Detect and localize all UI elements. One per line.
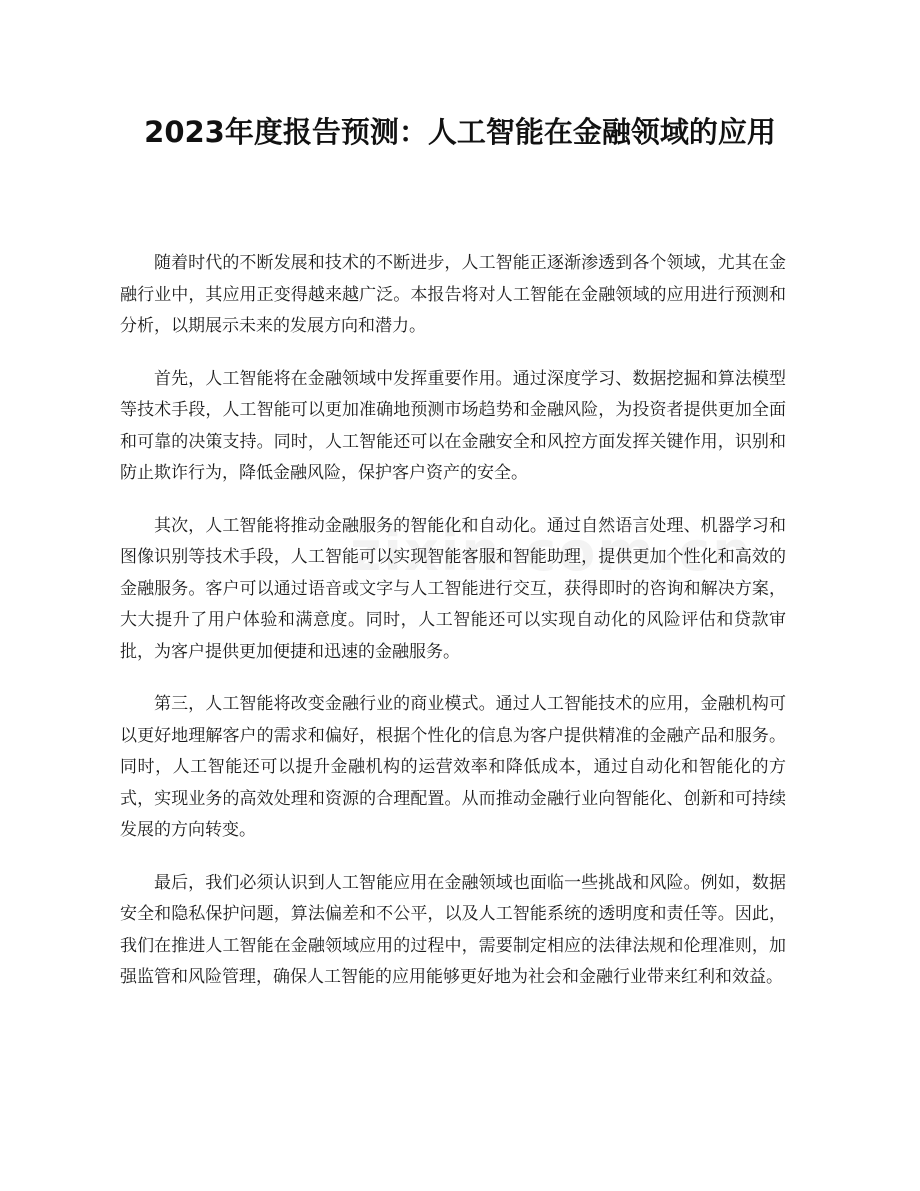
paragraph: 首先，人工智能将在金融领域中发挥重要作用。通过深度学习、数据挖掘和算法模型等技术手段，人工智能可以更加准确地预测市场趋势和金融风险，为投资者提供更加全面和可靠的决策支持。同时，人工智能还可以在金融安全和风控方面发挥关键作用，识别和防止欺诈行为，降低金融风险，保护客户资产的安全。 bbox=[120, 368, 786, 483]
paragraph: 随着时代的不断发展和技术的不断进步，人工智能正逐渐渗透到各个领域，尤其在金融行业中，其应用正变得越来越广泛。本报告将对人工智能在金融领域的应用进行预测和分析，以期展示未来的发展方向和潜力。 bbox=[120, 253, 786, 336]
document-title: 2023年度报告预测：人工智能在金融领域的应用 bbox=[144, 115, 776, 149]
document-body bbox=[120, 248, 786, 1015]
paragraph: 其次，人工智能将推动金融服务的智能化和自动化。通过自然语言处理、机器学习和图像识别等技术手段，人工智能可以实现智能客服和智能助理，提供更加个性化和高效的金融服务。客户可以通过语音或文字与人工智能进行交互，获得即时的咨询和解决方案，大大提升了用户体验和满意度。同时，人工智能还可以实现自动化的风险评估和贷款审批，为客户提供更加便捷和迅速的金融服务。 bbox=[120, 515, 786, 662]
paragraph: 最后，我们必须认识到人工智能应用在金融领域也面临一些挑战和风险。例如，数据安全和隐私保护问题，算法偏差和不公平，以及人工智能系统的透明度和责任等。因此，我们在推进人工智能在金融领域应用的过程中，需要制定相应的法律法规和伦理准则，加强监管和风险管理，确保人工智能的应用能够更好地为社会和金融行业带来红利和效益。 bbox=[120, 872, 786, 987]
paragraph: 第三，人工智能将改变金融行业的商业模式。通过人工智能技术的应用，金融机构可以更好地理解客户的需求和偏好，根据个性化的信息为客户提供精准的金融产品和服务。同时，人工智能还可以提升金融机构的运营效率和降低成本，通过自动化和智能化的方式，实现业务的高效处理和资源的合理配置。从而推动金融行业向智能化、创新和可持续发展的方向转变。 bbox=[120, 694, 786, 840]
